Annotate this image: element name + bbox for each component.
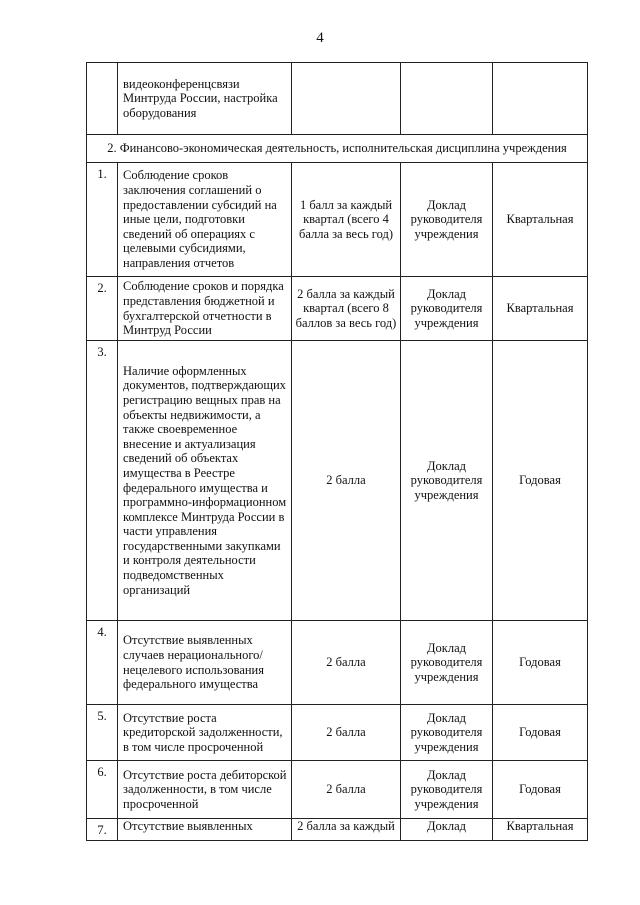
source-cell: Доклад руководителя учреждения <box>401 761 493 819</box>
score-cell: 2 балла <box>292 341 401 621</box>
source-cell: Доклад руководителя учреждения <box>401 621 493 705</box>
table-row <box>87 163 588 277</box>
period-cell: Годовая <box>493 341 588 621</box>
row-number: 2. <box>87 277 118 341</box>
row-number-cell <box>87 63 118 135</box>
criterion-name: Наличие оформленных документов, подтверждающих регистрацию вещных прав на объекты недвижимости, а также своевременное внесение и актуализация сведений об объектах имущества в Реестре федерального имущества и программно-информационном комплексе Минтруда России в части управления государственными закупками и контроля деятельности подведомственных организаций <box>118 341 292 621</box>
table-row <box>87 819 588 841</box>
source-cell: Доклад руководителя учреждения <box>401 341 493 621</box>
section-header-row <box>87 135 588 163</box>
source-cell: Доклад руководителя учреждения <box>401 163 493 277</box>
period-cell: Квартальная <box>493 277 588 341</box>
source-cell <box>401 63 493 135</box>
score-cell: 2 балла <box>292 705 401 761</box>
criterion-name: Отсутствие роста дебиторской задолженности, в том числе просроченной <box>118 761 292 819</box>
criterion-name: Отсутствие роста кредиторской задолженности, в том числе просроченной <box>118 705 292 761</box>
row-number: 7. <box>87 819 118 841</box>
source-cell: Доклад руководителя учреждения <box>401 705 493 761</box>
row-number: 4. <box>87 621 118 705</box>
criterion-name: Отсутствие выявленных случаев нерационального/нецелевого использования федерального имущества <box>118 621 292 705</box>
table-row <box>87 621 588 705</box>
section-title: 2. Финансово-экономическая деятельность, исполнительская дисциплина учреждения <box>87 135 588 163</box>
table-row-continued <box>87 63 588 135</box>
criteria-table <box>86 62 588 841</box>
score-cell: 2 балла за каждый квартал (всего 8 баллов за весь год) <box>292 277 401 341</box>
period-cell: Квартальная <box>493 163 588 277</box>
period-cell: Годовая <box>493 705 588 761</box>
score-cell: 1 балл за каждый квартал (всего 4 балла за весь год) <box>292 163 401 277</box>
row-number: 6. <box>87 761 118 819</box>
table-row <box>87 341 588 621</box>
row-number: 1. <box>87 163 118 277</box>
criterion-name: Соблюдение сроков и порядка представления бюджетной и бухгалтерской отчетности в Минтруд России <box>118 277 292 341</box>
criterion-name: Соблюдение сроков заключения соглашений о предоставлении субсидий на иные цели, подготовки сведений об операциях с целевыми субсидиями, направления отчетов <box>118 163 292 277</box>
source-cell: Доклад руководителя учреждения <box>401 277 493 341</box>
table-row <box>87 705 588 761</box>
table-row <box>87 761 588 819</box>
period-cell <box>493 63 588 135</box>
score-cell: 2 балла <box>292 761 401 819</box>
page-number: 4 <box>316 30 324 46</box>
score-cell: 2 балла <box>292 621 401 705</box>
score-cell <box>292 63 401 135</box>
period-cell: Квартальная <box>493 819 588 841</box>
period-cell: Годовая <box>493 761 588 819</box>
criterion-name: Отсутствие выявленных <box>118 819 292 841</box>
row-number: 3. <box>87 341 118 621</box>
score-cell: 2 балла за каждый <box>292 819 401 841</box>
row-number: 5. <box>87 705 118 761</box>
table-row <box>87 277 588 341</box>
period-cell: Годовая <box>493 621 588 705</box>
source-cell: Доклад <box>401 819 493 841</box>
criterion-name: видеоконференцсвязи Минтруда России, настройка оборудования <box>118 63 292 135</box>
